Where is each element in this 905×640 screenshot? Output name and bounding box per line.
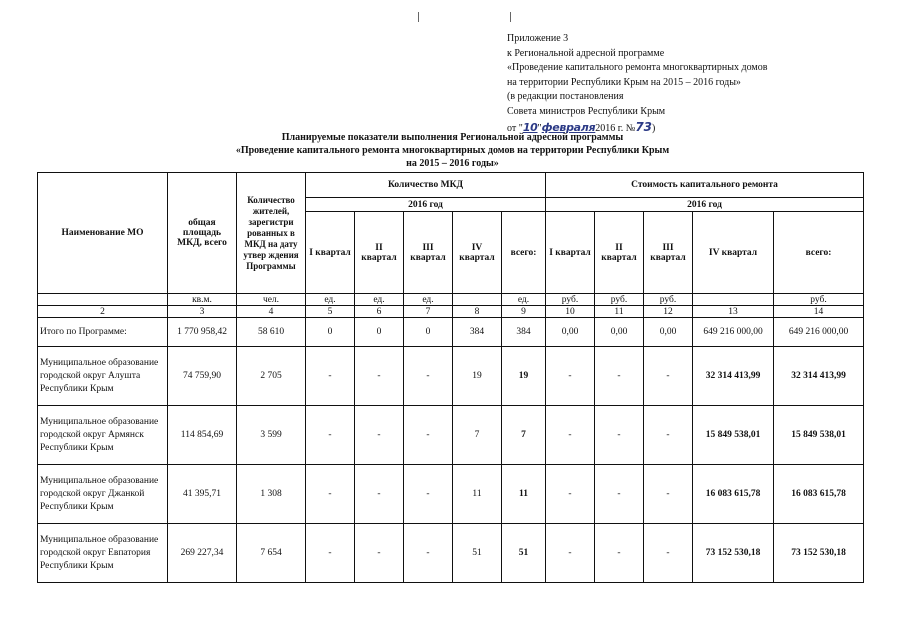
- table-cell: -: [306, 524, 355, 583]
- total-cell: 0,00: [644, 318, 693, 347]
- column-number: 10: [546, 306, 595, 318]
- header-residents: Количество жителей, зарегистри рованных в МКД на дату утвер ждения Программы: [237, 173, 306, 294]
- document-title: [0, 131, 905, 170]
- total-cell: 0: [306, 318, 355, 347]
- table-cell: -: [644, 524, 693, 583]
- table-cell: 7: [453, 406, 502, 465]
- table-cell: 15 849 538,01: [774, 406, 864, 465]
- column-number: 11: [595, 306, 644, 318]
- mo-name-cell: Муниципальное образование городской округ Евпатория Республики Крым: [38, 524, 168, 583]
- table-cell: 32 314 413,99: [693, 347, 774, 406]
- table-cell: -: [306, 465, 355, 524]
- header-area: общая площадь МКД, всего: [168, 173, 237, 294]
- unit-cell: руб.: [644, 294, 693, 306]
- total-cell: 0,00: [546, 318, 595, 347]
- table-cell: -: [644, 347, 693, 406]
- date-prefix: от ": [507, 122, 523, 134]
- table-cell: -: [306, 347, 355, 406]
- total-cell: 0,00: [595, 318, 644, 347]
- date-year: 2016 г. №: [595, 122, 636, 134]
- annex-line: к Региональной адресной программе: [507, 47, 665, 59]
- table-cell: -: [404, 465, 453, 524]
- table-cell: 73 152 530,18: [693, 524, 774, 583]
- annex-note: [507, 32, 767, 136]
- unit-cell: руб.: [774, 294, 864, 306]
- header-cost-q2: II квартал: [595, 212, 644, 294]
- column-number: 14: [774, 306, 864, 318]
- table-row: [38, 524, 864, 583]
- total-cell: 649 216 000,00: [693, 318, 774, 347]
- handwritten-number: 73: [635, 119, 653, 134]
- table-cell: 7: [502, 406, 546, 465]
- table-row: [38, 465, 864, 524]
- unit-cell: [38, 294, 168, 306]
- unit-cell: руб.: [595, 294, 644, 306]
- column-number: 2: [38, 306, 168, 318]
- scan-mark: [418, 12, 419, 22]
- column-number: 5: [306, 306, 355, 318]
- unit-cell: руб.: [546, 294, 595, 306]
- table-cell: 2 705: [237, 347, 306, 406]
- annex-line: Совета министров Республики Крым: [507, 105, 666, 117]
- unit-cell: ед.: [355, 294, 404, 306]
- annex-line: на территории Республики Крым на 2015 – 2016 годы»: [507, 76, 741, 88]
- column-number: 12: [644, 306, 693, 318]
- table-cell: -: [306, 406, 355, 465]
- table-cell: -: [595, 406, 644, 465]
- table-cell: -: [546, 406, 595, 465]
- annex-line: (в редакции постановления: [507, 91, 624, 103]
- table-cell: 16 083 615,78: [693, 465, 774, 524]
- table-cell: 11: [453, 465, 502, 524]
- scan-mark: [510, 12, 511, 22]
- unit-cell: ед.: [404, 294, 453, 306]
- table-cell: -: [404, 524, 453, 583]
- mo-name-cell: Муниципальное образование городской округ Армянск Республики Крым: [38, 406, 168, 465]
- column-number: 4: [237, 306, 306, 318]
- column-number: 6: [355, 306, 404, 318]
- table-cell: 51: [453, 524, 502, 583]
- handwritten-day: 10: [522, 120, 538, 134]
- table-row: [38, 406, 864, 465]
- header-cost: Стоимость капитального ремонта: [546, 173, 864, 198]
- table-cell: 41 395,71: [168, 465, 237, 524]
- table-cell: -: [355, 524, 404, 583]
- table-cell: 11: [502, 465, 546, 524]
- table-cell: 16 083 615,78: [774, 465, 864, 524]
- table-cell: 73 152 530,18: [774, 524, 864, 583]
- total-cell: 649 216 000,00: [774, 318, 864, 347]
- table-cell: 51: [502, 524, 546, 583]
- unit-cell: кв.м.: [168, 294, 237, 306]
- header-q2: II квартал: [355, 212, 404, 294]
- header-mkd-count: Количество МКД: [306, 173, 546, 198]
- table-row: [38, 347, 864, 406]
- column-number: 3: [168, 306, 237, 318]
- annex-line: «Проведение капитального ремонта многоквартирных домов: [507, 62, 768, 74]
- total-row: [38, 318, 864, 347]
- handwritten-month: февраля: [541, 120, 596, 134]
- date-mid: ": [537, 122, 542, 134]
- table-cell: 19: [502, 347, 546, 406]
- header-year-mkd: 2016 год: [306, 198, 546, 212]
- table-cell: 7 654: [237, 524, 306, 583]
- date-suffix: ): [652, 122, 656, 134]
- table-cell: 15 849 538,01: [693, 406, 774, 465]
- table-cell: -: [595, 465, 644, 524]
- total-cell: 0: [404, 318, 453, 347]
- column-numbers-row: [38, 306, 864, 318]
- title-line: «Проведение капитального ремонта многоквартирных домов на территории Республики Крым: [235, 145, 670, 156]
- table-cell: 32 314 413,99: [774, 347, 864, 406]
- table-cell: 114 854,69: [168, 406, 237, 465]
- table-cell: -: [355, 347, 404, 406]
- title-line: на 2015 – 2016 годы»: [406, 158, 499, 169]
- indicators-table: [37, 172, 864, 583]
- header-q4: IV квартал: [453, 212, 502, 294]
- table-cell: -: [546, 524, 595, 583]
- total-cell: 0: [355, 318, 404, 347]
- header-cost-q3: III квартал: [644, 212, 693, 294]
- total-cell: 384: [502, 318, 546, 347]
- unit-cell: чел.: [237, 294, 306, 306]
- header-total: всего:: [502, 212, 546, 294]
- column-number: 7: [404, 306, 453, 318]
- table-cell: -: [355, 406, 404, 465]
- table-cell: 19: [453, 347, 502, 406]
- total-cell: 384: [453, 318, 502, 347]
- column-number: 13: [693, 306, 774, 318]
- table-cell: -: [644, 406, 693, 465]
- unit-cell: ед.: [306, 294, 355, 306]
- column-number: 8: [453, 306, 502, 318]
- header-cost-q1: I квартал: [546, 212, 595, 294]
- column-number: 9: [502, 306, 546, 318]
- header-mo-name: Наименование МО: [38, 173, 168, 294]
- table-cell: -: [595, 347, 644, 406]
- header-year-cost: 2016 год: [546, 198, 864, 212]
- unit-cell: [453, 294, 502, 306]
- table-cell: -: [546, 465, 595, 524]
- mo-name-cell: Муниципальное образование городской округ Алушта Республики Крым: [38, 347, 168, 406]
- table-cell: -: [644, 465, 693, 524]
- table-cell: 1 308: [237, 465, 306, 524]
- header-q3: III квартал: [404, 212, 453, 294]
- table-cell: -: [546, 347, 595, 406]
- header-cost-q4: IV квартал: [693, 212, 774, 294]
- total-label: Итого по Программе:: [38, 318, 168, 347]
- table-cell: -: [404, 347, 453, 406]
- table-cell: 74 759,90: [168, 347, 237, 406]
- total-cell: 58 610: [237, 318, 306, 347]
- table-cell: -: [355, 465, 404, 524]
- mo-name-cell: Муниципальное образование городской округ Джанкой Республики Крым: [38, 465, 168, 524]
- unit-cell: [693, 294, 774, 306]
- header-cost-total: всего:: [774, 212, 864, 294]
- annex-line: Приложение 3: [507, 33, 569, 44]
- total-cell: 1 770 958,42: [168, 318, 237, 347]
- title-line: Планируемые показатели выполнения Региональной адресной программы: [281, 132, 624, 143]
- table-cell: 3 599: [237, 406, 306, 465]
- table-cell: -: [404, 406, 453, 465]
- units-row: [38, 294, 864, 306]
- table-cell: -: [595, 524, 644, 583]
- header-q1: I квартал: [306, 212, 355, 294]
- table-cell: 269 227,34: [168, 524, 237, 583]
- unit-cell: ед.: [502, 294, 546, 306]
